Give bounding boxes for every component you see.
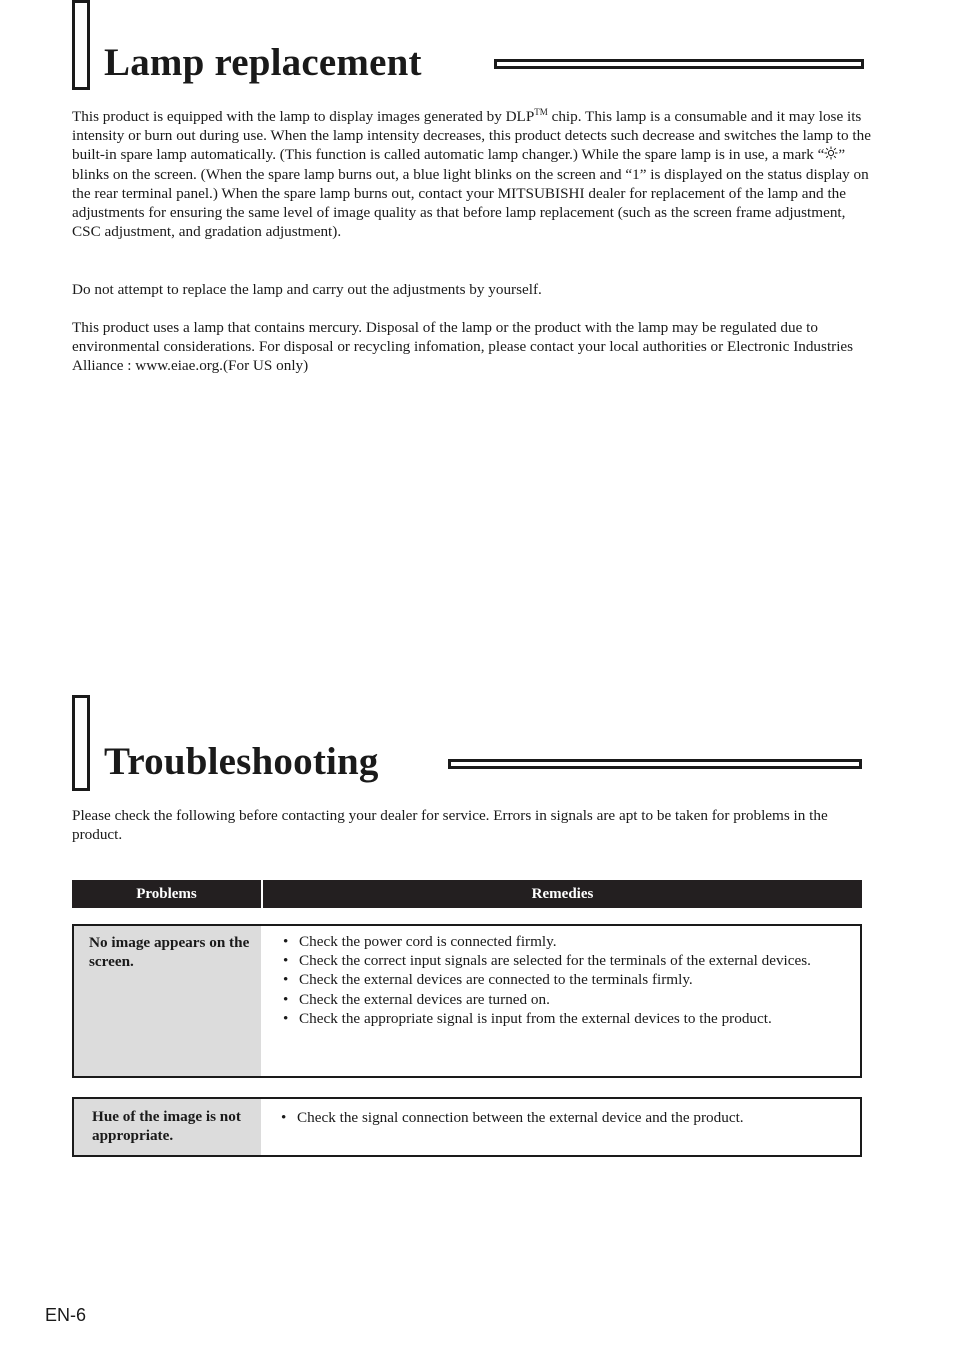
troubleshooting-intro: Please check the following before contacting your dealer for service. Errors in signals are apt to be taken for problems in the product. — [72, 807, 828, 844]
table-row — [72, 924, 862, 1078]
troubleshooting-title: Troubleshooting — [104, 740, 379, 783]
lamp-paragraph-1: This product is equipped with the lamp to display images generated by DLP™ chip. This lamp is a consumable and it may lose its intensity or burn out during use. When the lamp intensity decreases, this product detects such decrease and switches the lamp to the built-in spare lamp automatically. (This function is called automatic lamp changer.) While the spare lamp is in use, a mark “ ” blinks on the screen. (When the spare lamp burns out, a blue light blinks on the screen and “1” is displayed on the status display on the rear terminal panel.) When the spare lamp burns out, contact your MITSUBISHI dealer for replacement of the lamp and the adjustments for ensuring the same level of image quality as that before lamp replacement (such as the screen frame adjustment, CSC adjustment, and gradation adjustment). — [72, 107, 871, 241]
problem-cell: Hue of the image is not appropriate. — [74, 1099, 261, 1155]
troubleshooting-heading — [72, 695, 862, 791]
problem-cell: No image appears on the screen. — [74, 926, 261, 1076]
lamp-replacement-heading — [72, 0, 864, 96]
mercury-paragraph: This product uses a lamp that contains mercury. Disposal of the lamp or the product with the lamp may be regulated due to environmental considerations. For disposal or recycling infomation, please contact your local authorities or Electronic Industries Alliance : www.eiae.org.(For US only) — [72, 319, 854, 375]
heading-rule — [448, 759, 862, 769]
remedy-item: • Check the signal connection between the external device and the product. — [279, 1108, 840, 1127]
table-header — [72, 880, 862, 908]
remedy-list — [279, 1108, 840, 1127]
remedy-cell — [261, 926, 860, 1076]
remedy-item: • Check the appropriate signal is input from the external devices to the product. — [281, 1009, 840, 1028]
heading-bar — [72, 695, 90, 791]
remedy-item: • Check the power cord is connected firmly. — [281, 932, 840, 951]
heading-bar — [72, 0, 90, 90]
remedies-header: Remedies — [263, 880, 862, 908]
lamp-paragraph-2: Do not attempt to replace the lamp and carry out the adjustments by yourself. — [72, 281, 542, 298]
page-number: EN-6 — [45, 1305, 87, 1325]
trademark-mark: TM — [534, 107, 548, 117]
remedy-item: • Check the correct input signals are selected for the terminals of the external devices. — [281, 951, 840, 970]
remedy-cell — [261, 1099, 860, 1155]
table-row — [72, 1097, 862, 1157]
remedy-item: • Check the external devices are connected to the terminals firmly. — [281, 970, 840, 989]
sun-icon — [824, 146, 838, 160]
lamp-replacement-title: Lamp replacement — [104, 41, 422, 84]
heading-rule — [494, 59, 864, 69]
remedy-item: • Check the external devices are turned on. — [281, 990, 840, 1009]
remedy-list — [281, 932, 840, 1028]
problems-header: Problems — [72, 880, 261, 908]
